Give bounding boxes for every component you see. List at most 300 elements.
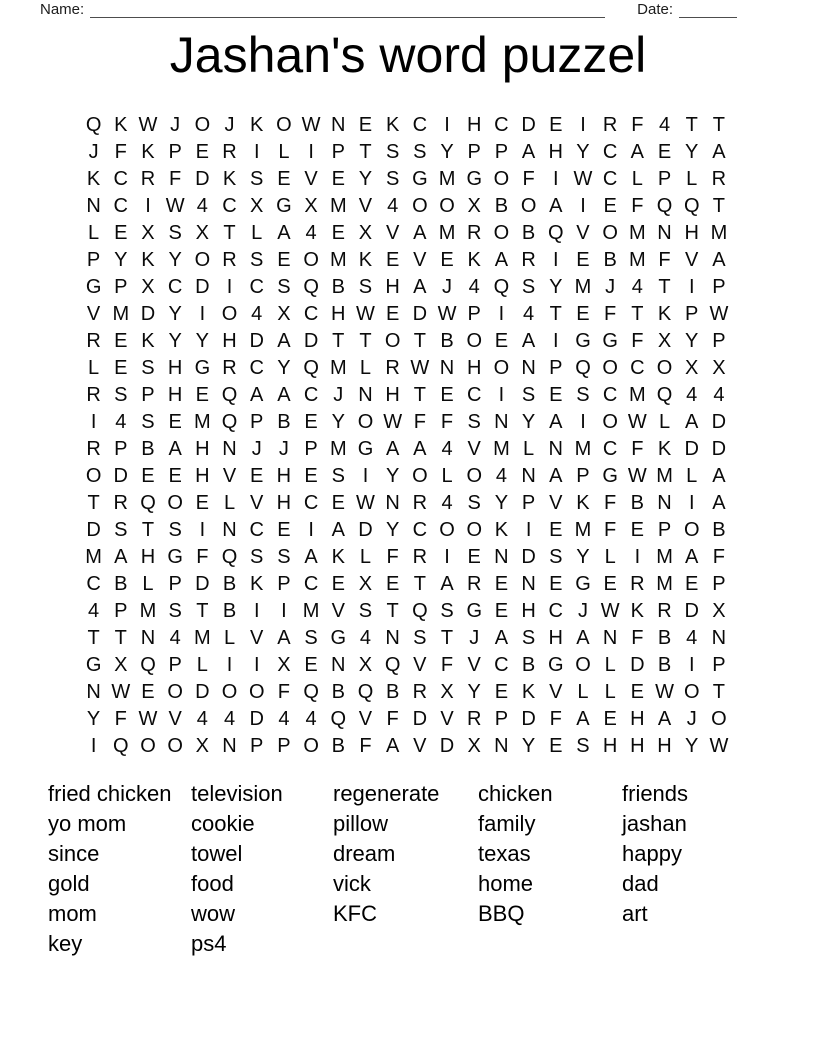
grid-letter-cell[interactable]: M: [329, 357, 347, 379]
grid-letter-cell[interactable]: O: [466, 465, 482, 487]
grid-letter-cell[interactable]: G: [85, 654, 102, 676]
grid-letter-cell[interactable]: W: [573, 168, 593, 190]
grid-letter-cell[interactable]: T: [332, 330, 345, 352]
grid-letter-cell[interactable]: Y: [86, 708, 101, 730]
grid-letter-cell[interactable]: Y: [277, 357, 291, 379]
grid-letter-cell[interactable]: 4: [686, 384, 698, 406]
grid-letter-cell[interactable]: Q: [656, 195, 673, 217]
grid-letter-cell[interactable]: M: [629, 249, 646, 271]
grid-letter-cell[interactable]: O: [303, 735, 319, 757]
grid-letter-cell[interactable]: E: [331, 168, 345, 190]
grid-letter-cell[interactable]: C: [466, 384, 482, 406]
grid-letter-cell[interactable]: F: [631, 195, 644, 217]
grid-letter-cell[interactable]: F: [631, 330, 644, 352]
grid-letter-cell[interactable]: B: [331, 276, 345, 298]
grid-letter-cell[interactable]: L: [359, 357, 372, 379]
grid-letter-cell[interactable]: Y: [385, 519, 400, 541]
grid-letter-cell[interactable]: V: [685, 249, 699, 271]
grid-letter-cell[interactable]: X: [114, 654, 128, 676]
grid-letter-cell[interactable]: E: [168, 465, 182, 487]
grid-letter-cell[interactable]: S: [250, 168, 264, 190]
grid-letter-cell[interactable]: Q: [683, 195, 700, 217]
grid-letter-cell[interactable]: A: [304, 546, 318, 568]
grid-letter-cell[interactable]: X: [277, 303, 291, 325]
grid-letter-cell[interactable]: G: [167, 546, 183, 568]
grid-letter-cell[interactable]: M: [329, 195, 347, 217]
grid-letter-cell[interactable]: A: [549, 465, 563, 487]
grid-letter-cell[interactable]: S: [141, 357, 155, 379]
grid-letter-cell[interactable]: G: [466, 600, 482, 622]
grid-letter-cell[interactable]: T: [196, 600, 209, 622]
grid-letter-cell[interactable]: I: [580, 411, 586, 433]
grid-letter-cell[interactable]: E: [576, 249, 590, 271]
grid-letter-cell[interactable]: V: [549, 681, 563, 703]
grid-letter-cell[interactable]: S: [277, 546, 291, 568]
grid-letter-cell[interactable]: R: [385, 357, 400, 379]
grid-letter-cell[interactable]: F: [604, 519, 617, 541]
grid-letter-cell[interactable]: V: [413, 249, 427, 271]
grid-letter-cell[interactable]: B: [141, 438, 155, 460]
grid-letter-cell[interactable]: R: [140, 168, 156, 190]
grid-letter-cell[interactable]: N: [222, 519, 237, 541]
grid-letter-cell[interactable]: Q: [113, 735, 129, 757]
grid-letter-cell[interactable]: E: [385, 249, 400, 271]
grid-letter-cell[interactable]: K: [521, 681, 536, 703]
grid-letter-cell[interactable]: G: [602, 330, 618, 352]
grid-letter-cell[interactable]: S: [440, 600, 454, 622]
grid-letter-cell[interactable]: Y: [685, 330, 699, 352]
grid-letter-cell[interactable]: P: [277, 573, 291, 595]
grid-letter-cell[interactable]: C: [630, 357, 645, 379]
grid-letter-cell[interactable]: O: [412, 465, 428, 487]
grid-letter-cell[interactable]: E: [494, 573, 509, 595]
grid-letter-cell[interactable]: S: [576, 384, 590, 406]
grid-letter-cell[interactable]: M: [629, 222, 646, 244]
grid-letter-cell[interactable]: B: [331, 681, 345, 703]
grid-letter-cell[interactable]: R: [86, 330, 101, 352]
grid-letter-cell[interactable]: O: [493, 357, 510, 379]
grid-letter-cell[interactable]: Q: [575, 357, 591, 379]
grid-letter-cell[interactable]: P: [250, 411, 264, 433]
grid-letter-cell[interactable]: E: [304, 411, 318, 433]
grid-letter-cell[interactable]: K: [331, 546, 345, 568]
grid-letter-cell[interactable]: V: [413, 654, 427, 676]
grid-letter-cell[interactable]: M: [438, 222, 456, 244]
grid-letter-cell[interactable]: L: [251, 222, 263, 244]
grid-letter-cell[interactable]: D: [195, 168, 210, 190]
grid-letter-cell[interactable]: S: [358, 600, 373, 622]
grid-letter-cell[interactable]: B: [603, 249, 617, 271]
grid-letter-cell[interactable]: O: [357, 411, 374, 433]
grid-letter-cell[interactable]: X: [141, 276, 155, 298]
grid-letter-cell[interactable]: L: [196, 654, 208, 676]
grid-letter-cell[interactable]: Q: [384, 654, 401, 676]
grid-letter-cell[interactable]: O: [85, 465, 102, 487]
grid-letter-cell[interactable]: E: [685, 573, 699, 595]
grid-letter-cell[interactable]: P: [114, 276, 128, 298]
grid-letter-cell[interactable]: D: [303, 330, 319, 352]
grid-letter-cell[interactable]: I: [253, 654, 260, 676]
grid-letter-cell[interactable]: 4: [468, 276, 480, 298]
grid-letter-cell[interactable]: K: [494, 519, 509, 541]
grid-letter-cell[interactable]: P: [685, 303, 699, 325]
grid-letter-cell[interactable]: O: [602, 411, 618, 433]
grid-letter-cell[interactable]: M: [656, 546, 673, 568]
grid-letter-cell[interactable]: Y: [494, 492, 509, 514]
grid-letter-cell[interactable]: J: [88, 141, 99, 163]
grid-letter-cell[interactable]: E: [114, 357, 128, 379]
grid-letter-cell[interactable]: S: [549, 546, 563, 568]
grid-letter-cell[interactable]: Q: [548, 222, 564, 244]
grid-letter-cell[interactable]: E: [250, 465, 264, 487]
grid-letter-cell[interactable]: N: [385, 492, 400, 514]
grid-letter-cell[interactable]: E: [304, 465, 318, 487]
grid-letter-cell[interactable]: E: [277, 519, 291, 541]
grid-letter-cell[interactable]: S: [141, 411, 155, 433]
grid-letter-cell[interactable]: X: [685, 357, 699, 379]
grid-letter-cell[interactable]: K: [358, 249, 373, 271]
grid-letter-cell[interactable]: V: [385, 222, 400, 244]
grid-letter-cell[interactable]: A: [521, 141, 536, 163]
grid-letter-cell[interactable]: 4: [359, 627, 372, 649]
grid-letter-cell[interactable]: J: [686, 708, 697, 730]
grid-letter-cell[interactable]: W: [437, 303, 457, 325]
grid-letter-cell[interactable]: B: [494, 195, 509, 217]
grid-letter-cell[interactable]: V: [440, 708, 454, 730]
grid-letter-cell[interactable]: C: [494, 654, 509, 676]
grid-letter-cell[interactable]: V: [467, 654, 481, 676]
grid-letter-cell[interactable]: W: [111, 681, 131, 703]
grid-letter-cell[interactable]: 4: [495, 465, 507, 487]
grid-letter-cell[interactable]: I: [498, 384, 505, 406]
grid-letter-cell[interactable]: C: [249, 276, 264, 298]
grid-letter-cell[interactable]: S: [331, 465, 345, 487]
grid-letter-cell[interactable]: P: [467, 141, 481, 163]
grid-letter-cell[interactable]: E: [331, 492, 345, 514]
grid-letter-cell[interactable]: J: [224, 114, 235, 136]
grid-letter-cell[interactable]: E: [195, 492, 210, 514]
grid-letter-cell[interactable]: W: [627, 465, 647, 487]
grid-letter-cell[interactable]: T: [413, 330, 426, 352]
grid-letter-cell[interactable]: J: [442, 276, 453, 298]
grid-letter-cell[interactable]: 4: [387, 195, 399, 217]
grid-letter-cell[interactable]: A: [277, 627, 291, 649]
grid-letter-cell[interactable]: X: [467, 195, 481, 217]
grid-letter-cell[interactable]: Y: [168, 249, 182, 271]
grid-letter-cell[interactable]: M: [302, 600, 320, 622]
grid-letter-cell[interactable]: E: [494, 600, 509, 622]
grid-letter-cell[interactable]: Y: [521, 735, 536, 757]
name-blank-line[interactable]: [90, 3, 605, 18]
grid-letter-cell[interactable]: Y: [576, 546, 590, 568]
grid-letter-cell[interactable]: R: [222, 141, 237, 163]
grid-letter-cell[interactable]: O: [656, 357, 673, 379]
grid-letter-cell[interactable]: E: [304, 654, 318, 676]
grid-letter-cell[interactable]: N: [711, 627, 727, 649]
grid-letter-cell[interactable]: P: [331, 141, 345, 163]
grid-letter-cell[interactable]: D: [630, 654, 645, 676]
grid-letter-cell[interactable]: C: [167, 276, 183, 298]
grid-letter-cell[interactable]: A: [250, 384, 264, 406]
grid-letter-cell[interactable]: H: [466, 357, 482, 379]
grid-letter-cell[interactable]: X: [277, 654, 291, 676]
grid-letter-cell[interactable]: I: [90, 411, 97, 433]
grid-letter-cell[interactable]: I: [688, 654, 695, 676]
grid-letter-cell[interactable]: L: [631, 168, 643, 190]
grid-letter-cell[interactable]: F: [712, 546, 726, 568]
grid-letter-cell[interactable]: S: [168, 519, 182, 541]
grid-letter-cell[interactable]: A: [685, 411, 699, 433]
grid-letter-cell[interactable]: X: [358, 222, 373, 244]
grid-letter-cell[interactable]: I: [226, 276, 233, 298]
grid-letter-cell[interactable]: C: [303, 492, 319, 514]
grid-letter-cell[interactable]: Q: [330, 708, 347, 730]
grid-letter-cell[interactable]: K: [114, 114, 128, 136]
grid-letter-cell[interactable]: N: [86, 195, 101, 217]
grid-letter-cell[interactable]: V: [222, 465, 237, 487]
grid-letter-cell[interactable]: R: [412, 681, 428, 703]
grid-letter-cell[interactable]: 4: [631, 276, 643, 298]
grid-letter-cell[interactable]: N: [494, 735, 509, 757]
grid-letter-cell[interactable]: A: [576, 627, 590, 649]
grid-letter-cell[interactable]: N: [331, 654, 346, 676]
grid-letter-cell[interactable]: L: [142, 573, 154, 595]
grid-letter-cell[interactable]: V: [168, 708, 182, 730]
grid-letter-cell[interactable]: 4: [441, 438, 453, 460]
grid-letter-cell[interactable]: D: [521, 546, 536, 568]
grid-letter-cell[interactable]: F: [359, 735, 372, 757]
grid-letter-cell[interactable]: 4: [88, 600, 100, 622]
grid-letter-cell[interactable]: L: [223, 492, 236, 514]
grid-letter-cell[interactable]: T: [631, 303, 644, 325]
grid-letter-cell[interactable]: R: [657, 600, 672, 622]
grid-letter-cell[interactable]: I: [199, 519, 206, 541]
grid-letter-cell[interactable]: M: [194, 627, 211, 649]
grid-letter-cell[interactable]: 4: [196, 708, 208, 730]
grid-letter-cell[interactable]: A: [331, 519, 345, 541]
grid-letter-cell[interactable]: W: [600, 600, 620, 622]
grid-letter-cell[interactable]: P: [521, 492, 536, 514]
grid-letter-cell[interactable]: O: [439, 519, 455, 541]
grid-letter-cell[interactable]: L: [359, 546, 372, 568]
grid-letter-cell[interactable]: 4: [305, 708, 317, 730]
grid-letter-cell[interactable]: X: [712, 600, 726, 622]
grid-letter-cell[interactable]: E: [195, 384, 210, 406]
grid-letter-cell[interactable]: I: [688, 276, 695, 298]
grid-letter-cell[interactable]: F: [169, 168, 182, 190]
grid-letter-cell[interactable]: D: [684, 438, 699, 460]
grid-letter-cell[interactable]: O: [602, 357, 618, 379]
grid-letter-cell[interactable]: Q: [140, 492, 156, 514]
grid-letter-cell[interactable]: A: [521, 330, 536, 352]
grid-letter-cell[interactable]: R: [86, 384, 101, 406]
grid-letter-cell[interactable]: F: [440, 654, 454, 676]
grid-letter-cell[interactable]: C: [249, 519, 264, 541]
grid-letter-cell[interactable]: T: [359, 330, 372, 352]
grid-letter-cell[interactable]: A: [657, 708, 672, 730]
grid-letter-cell[interactable]: J: [333, 384, 344, 406]
grid-letter-cell[interactable]: A: [576, 708, 590, 730]
grid-letter-cell[interactable]: F: [440, 411, 454, 433]
grid-letter-cell[interactable]: E: [630, 519, 645, 541]
grid-letter-cell[interactable]: I: [90, 735, 97, 757]
grid-letter-cell[interactable]: G: [330, 627, 347, 649]
grid-letter-cell[interactable]: A: [168, 438, 182, 460]
grid-letter-cell[interactable]: I: [580, 114, 586, 136]
grid-letter-cell[interactable]: K: [141, 330, 155, 352]
grid-letter-cell[interactable]: I: [253, 600, 260, 622]
grid-letter-cell[interactable]: 4: [223, 708, 236, 730]
grid-letter-cell[interactable]: E: [195, 141, 210, 163]
grid-letter-cell[interactable]: E: [440, 384, 454, 406]
grid-letter-cell[interactable]: H: [195, 438, 210, 460]
grid-letter-cell[interactable]: G: [412, 168, 428, 190]
grid-letter-cell[interactable]: J: [469, 627, 480, 649]
grid-letter-cell[interactable]: K: [657, 303, 672, 325]
grid-letter-cell[interactable]: A: [413, 276, 427, 298]
grid-letter-cell[interactable]: G: [548, 654, 564, 676]
grid-letter-cell[interactable]: X: [304, 195, 318, 217]
grid-letter-cell[interactable]: V: [549, 492, 563, 514]
grid-letter-cell[interactable]: T: [549, 303, 562, 325]
grid-letter-cell[interactable]: N: [331, 114, 346, 136]
grid-letter-cell[interactable]: P: [86, 249, 101, 271]
grid-letter-cell[interactable]: D: [412, 708, 428, 730]
grid-letter-cell[interactable]: O: [683, 519, 700, 541]
grid-letter-cell[interactable]: D: [358, 519, 373, 541]
grid-letter-cell[interactable]: O: [575, 654, 591, 676]
grid-letter-cell[interactable]: B: [440, 330, 454, 352]
grid-letter-cell[interactable]: P: [114, 438, 128, 460]
grid-letter-cell[interactable]: X: [657, 330, 672, 352]
grid-letter-cell[interactable]: D: [86, 519, 101, 541]
grid-letter-cell[interactable]: L: [658, 411, 671, 433]
grid-letter-cell[interactable]: N: [439, 357, 455, 379]
grid-letter-cell[interactable]: N: [222, 735, 237, 757]
grid-letter-cell[interactable]: 4: [441, 492, 453, 514]
grid-letter-cell[interactable]: H: [222, 330, 237, 352]
grid-letter-cell[interactable]: I: [580, 195, 586, 217]
grid-letter-cell[interactable]: C: [303, 573, 319, 595]
grid-letter-cell[interactable]: P: [304, 438, 318, 460]
grid-letter-cell[interactable]: M: [574, 519, 592, 541]
grid-letter-cell[interactable]: N: [602, 627, 618, 649]
grid-letter-cell[interactable]: L: [278, 141, 290, 163]
grid-letter-cell[interactable]: P: [141, 384, 155, 406]
grid-letter-cell[interactable]: V: [250, 492, 264, 514]
grid-letter-cell[interactable]: P: [712, 573, 726, 595]
grid-letter-cell[interactable]: T: [712, 681, 726, 703]
grid-letter-cell[interactable]: Y: [549, 276, 563, 298]
grid-letter-cell[interactable]: A: [712, 492, 726, 514]
grid-letter-cell[interactable]: R: [222, 357, 237, 379]
grid-letter-cell[interactable]: Q: [656, 384, 673, 406]
grid-letter-cell[interactable]: C: [113, 168, 128, 190]
grid-letter-cell[interactable]: Q: [221, 384, 238, 406]
grid-letter-cell[interactable]: S: [385, 168, 400, 190]
grid-letter-cell[interactable]: C: [494, 114, 509, 136]
grid-letter-cell[interactable]: S: [277, 276, 291, 298]
grid-letter-cell[interactable]: O: [683, 681, 700, 703]
grid-letter-cell[interactable]: F: [114, 708, 127, 730]
grid-letter-cell[interactable]: S: [467, 411, 481, 433]
grid-letter-cell[interactable]: H: [167, 357, 183, 379]
grid-letter-cell[interactable]: T: [359, 141, 372, 163]
grid-letter-cell[interactable]: A: [385, 438, 400, 460]
grid-letter-cell[interactable]: H: [548, 141, 563, 163]
grid-letter-cell[interactable]: S: [521, 384, 536, 406]
grid-letter-cell[interactable]: E: [494, 681, 509, 703]
grid-letter-cell[interactable]: D: [439, 735, 455, 757]
grid-letter-cell[interactable]: 4: [115, 411, 127, 433]
grid-letter-cell[interactable]: E: [168, 411, 182, 433]
grid-letter-cell[interactable]: M: [329, 249, 347, 271]
grid-letter-cell[interactable]: T: [87, 627, 100, 649]
grid-letter-cell[interactable]: E: [331, 573, 345, 595]
grid-letter-cell[interactable]: O: [140, 735, 156, 757]
grid-letter-cell[interactable]: S: [413, 627, 427, 649]
grid-letter-cell[interactable]: F: [114, 141, 127, 163]
grid-letter-cell[interactable]: T: [141, 519, 155, 541]
grid-letter-cell[interactable]: W: [709, 735, 729, 757]
grid-letter-cell[interactable]: A: [385, 735, 400, 757]
grid-letter-cell[interactable]: O: [276, 114, 292, 136]
grid-letter-cell[interactable]: P: [494, 708, 509, 730]
grid-letter-cell[interactable]: D: [249, 708, 264, 730]
grid-letter-cell[interactable]: H: [276, 492, 292, 514]
grid-letter-cell[interactable]: D: [521, 708, 536, 730]
grid-letter-cell[interactable]: O: [194, 114, 211, 136]
grid-letter-cell[interactable]: Y: [576, 141, 590, 163]
grid-letter-cell[interactable]: K: [467, 249, 481, 271]
grid-letter-cell[interactable]: E: [277, 249, 291, 271]
grid-letter-cell[interactable]: E: [440, 249, 454, 271]
grid-letter-cell[interactable]: Y: [685, 735, 699, 757]
grid-letter-cell[interactable]: I: [553, 168, 559, 190]
grid-letter-cell[interactable]: G: [276, 195, 292, 217]
grid-letter-cell[interactable]: E: [141, 465, 155, 487]
grid-letter-cell[interactable]: E: [494, 330, 509, 352]
grid-letter-cell[interactable]: R: [711, 168, 727, 190]
grid-letter-cell[interactable]: J: [278, 438, 289, 460]
grid-letter-cell[interactable]: X: [250, 195, 264, 217]
grid-letter-cell[interactable]: N: [494, 546, 509, 568]
grid-letter-cell[interactable]: P: [168, 654, 182, 676]
grid-letter-cell[interactable]: 4: [523, 303, 535, 325]
grid-letter-cell[interactable]: B: [657, 654, 672, 676]
grid-letter-cell[interactable]: H: [602, 735, 618, 757]
grid-letter-cell[interactable]: 4: [251, 303, 263, 325]
grid-letter-cell[interactable]: H: [548, 627, 563, 649]
grid-letter-cell[interactable]: J: [170, 114, 181, 136]
grid-letter-cell[interactable]: C: [602, 141, 618, 163]
grid-letter-cell[interactable]: B: [222, 573, 237, 595]
grid-letter-cell[interactable]: F: [413, 411, 426, 433]
grid-letter-cell[interactable]: P: [576, 465, 590, 487]
grid-letter-cell[interactable]: F: [631, 627, 644, 649]
grid-letter-cell[interactable]: Y: [685, 141, 699, 163]
grid-letter-cell[interactable]: O: [711, 708, 727, 730]
grid-letter-cell[interactable]: Y: [385, 465, 400, 487]
grid-letter-cell[interactable]: O: [493, 168, 510, 190]
grid-letter-cell[interactable]: A: [685, 546, 699, 568]
grid-letter-cell[interactable]: I: [444, 546, 450, 568]
grid-letter-cell[interactable]: R: [630, 573, 645, 595]
grid-letter-cell[interactable]: S: [576, 735, 590, 757]
grid-letter-cell[interactable]: V: [250, 627, 264, 649]
grid-letter-cell[interactable]: D: [412, 303, 428, 325]
grid-letter-cell[interactable]: F: [386, 546, 399, 568]
